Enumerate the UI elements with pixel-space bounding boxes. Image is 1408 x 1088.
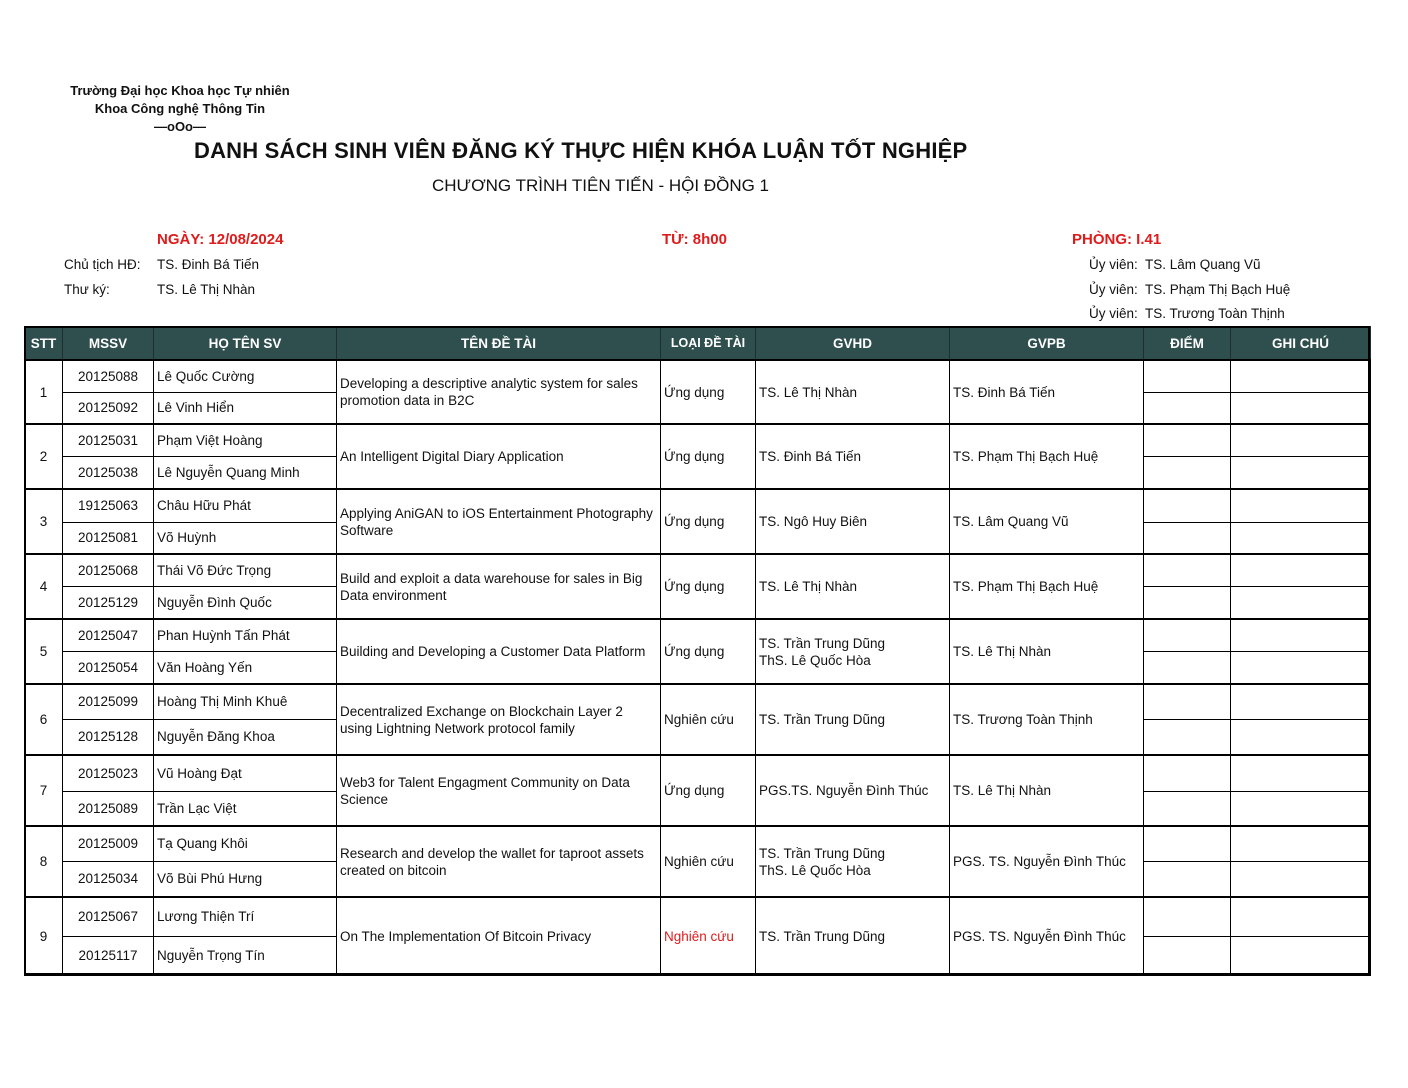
col-header-name: HỌ TÊN SV bbox=[154, 327, 337, 361]
mssv-cell: 20125081 bbox=[63, 522, 154, 554]
chair-name: TS. Đinh Bá Tiến bbox=[157, 257, 260, 272]
member-2: TS. Phạm Thị Bạch Huệ bbox=[1145, 282, 1291, 297]
gvhd-primary: TS. Trần Trung Dũng bbox=[759, 712, 886, 727]
student-name-cell: Nguyễn Đình Quốc bbox=[154, 586, 337, 619]
gvhd-primary: TS. Trần Trung Dũng bbox=[759, 928, 886, 944]
gvpb-cell: TS. Trương Toàn Thịnh bbox=[950, 684, 1144, 755]
score-cell bbox=[1144, 489, 1231, 522]
student-name-cell: Vũ Hoàng Đạt bbox=[154, 755, 337, 791]
gvhd-cell bbox=[756, 897, 950, 975]
table-row bbox=[25, 360, 1371, 392]
gvpb-cell: TS. Lâm Quang Vũ bbox=[950, 489, 1144, 554]
gvhd-cell bbox=[756, 755, 950, 826]
student-name-cell: Võ Huỳnh bbox=[154, 522, 337, 554]
mssv-cell: 20125068 bbox=[63, 554, 154, 586]
gvpb-cell: TS. Lê Thị Nhàn bbox=[950, 755, 1144, 826]
thesis-title-cell: Decentralized Exchange on Blockchain Layer 2 using Lightning Network protocol family bbox=[337, 684, 661, 755]
stt-cell: 6 bbox=[25, 684, 63, 755]
stt-cell: 2 bbox=[25, 424, 63, 489]
note-cell bbox=[1231, 719, 1371, 755]
gvpb-cell: PGS. TS. Nguyễn Đình Thúc bbox=[950, 826, 1144, 897]
thesis-type-cell: Ứng dụng bbox=[661, 554, 756, 619]
gvhd-cell bbox=[756, 826, 950, 897]
score-cell bbox=[1144, 586, 1231, 619]
mssv-cell: 20125054 bbox=[63, 651, 154, 684]
school-name: Trường Đại học Khoa học Tự nhiên bbox=[70, 83, 290, 98]
table-row bbox=[25, 554, 1371, 586]
col-header-title: TÊN ĐỀ TÀI bbox=[337, 327, 661, 361]
table-row bbox=[25, 424, 1371, 456]
col-header-gvpb: GVPB bbox=[950, 327, 1144, 361]
student-name-cell: Lê Nguyễn Quang Minh bbox=[154, 456, 337, 489]
note-cell bbox=[1231, 586, 1371, 619]
page-title: DANH SÁCH SINH VIÊN ĐĂNG KÝ THỰC HIỆN KHÓA LUẬN TỐT NGHIỆP bbox=[194, 138, 968, 163]
thesis-type-cell: Ứng dụng bbox=[661, 424, 756, 489]
gvpb-cell: TS. Phạm Thị Bạch Huệ bbox=[950, 424, 1144, 489]
mssv-cell: 20125088 bbox=[63, 360, 154, 392]
mssv-cell: 20125034 bbox=[63, 861, 154, 897]
thesis-title-cell: On The Implementation Of Bitcoin Privacy bbox=[337, 897, 661, 975]
thesis-title-cell: Building and Developing a Customer Data Platform bbox=[337, 619, 661, 684]
student-name-cell: Nguyễn Đăng Khoa bbox=[154, 719, 337, 755]
col-header-note: GHI CHÚ bbox=[1231, 327, 1371, 361]
gvhd-cell bbox=[756, 424, 950, 489]
member-1: TS. Lâm Quang Vũ bbox=[1145, 257, 1261, 272]
gvhd-primary: TS. Trần Trung Dũng bbox=[759, 845, 886, 861]
mssv-cell: 20125128 bbox=[63, 719, 154, 755]
mssv-cell: 20125009 bbox=[63, 826, 154, 861]
gvpb-cell: TS. Đinh Bá Tiến bbox=[950, 360, 1144, 424]
note-cell bbox=[1231, 936, 1371, 975]
thesis-title-cell: Applying AniGAN to iOS Entertainment Photography Software bbox=[337, 489, 661, 554]
score-cell bbox=[1144, 755, 1231, 791]
student-name-cell: Châu Hữu Phát bbox=[154, 489, 337, 522]
student-name-cell: Văn Hoàng Yến bbox=[154, 651, 337, 684]
chair-label: Chủ tịch HĐ: bbox=[64, 257, 141, 272]
gvhd-secondary: ThS. Lê Quốc Hòa bbox=[759, 652, 871, 668]
student-name-cell: Phan Huỳnh Tấn Phát bbox=[154, 619, 337, 651]
student-name-cell: Võ Bùi Phú Hưng bbox=[154, 861, 337, 897]
stt-cell: 4 bbox=[25, 554, 63, 619]
score-cell bbox=[1144, 791, 1231, 826]
col-header-mssv: MSSV bbox=[63, 327, 154, 361]
table-row bbox=[25, 897, 1371, 936]
score-cell bbox=[1144, 936, 1231, 975]
note-cell bbox=[1231, 651, 1371, 684]
col-header-stt: STT bbox=[25, 327, 63, 361]
member-label: Ủy viên: bbox=[1089, 282, 1138, 297]
table-header-row bbox=[25, 327, 1371, 361]
gvhd-cell bbox=[756, 489, 950, 554]
gvhd-cell bbox=[756, 360, 950, 424]
student-name-cell: Nguyễn Trọng Tín bbox=[154, 936, 337, 975]
note-cell bbox=[1231, 424, 1371, 456]
mssv-cell: 20125099 bbox=[63, 684, 154, 719]
note-cell bbox=[1231, 684, 1371, 719]
mssv-cell: 20125038 bbox=[63, 456, 154, 489]
score-cell bbox=[1144, 554, 1231, 586]
student-name-cell: Hoàng Thị Minh Khuê bbox=[154, 684, 337, 719]
score-cell bbox=[1144, 861, 1231, 897]
score-cell bbox=[1144, 651, 1231, 684]
note-cell bbox=[1231, 360, 1371, 392]
school-header bbox=[50, 82, 310, 136]
secretary-name: TS. Lê Thị Nhàn bbox=[157, 282, 256, 297]
score-cell bbox=[1144, 522, 1231, 554]
table-row bbox=[25, 755, 1371, 791]
thesis-title-cell: Web3 for Talent Engagment Community on Data Science bbox=[337, 755, 661, 826]
thesis-title-cell: Build and exploit a data warehouse for sales in Big Data environment bbox=[337, 554, 661, 619]
thesis-type-cell: Ứng dụng bbox=[661, 360, 756, 424]
thesis-title-cell: Research and develop the wallet for taproot assets created on bitcoin bbox=[337, 826, 661, 897]
note-cell bbox=[1231, 861, 1371, 897]
table-row bbox=[25, 619, 1371, 651]
mssv-cell: 20125117 bbox=[63, 936, 154, 975]
score-cell bbox=[1144, 392, 1231, 424]
table-row bbox=[25, 489, 1371, 522]
score-cell bbox=[1144, 719, 1231, 755]
note-cell bbox=[1231, 456, 1371, 489]
score-cell bbox=[1144, 424, 1231, 456]
col-header-score: ĐIỂM bbox=[1144, 327, 1231, 361]
mssv-cell: 20125092 bbox=[63, 392, 154, 424]
thesis-title-cell: An Intelligent Digital Diary Application bbox=[337, 424, 661, 489]
note-cell bbox=[1231, 522, 1371, 554]
score-cell bbox=[1144, 360, 1231, 392]
thesis-type-cell: Nghiên cứu bbox=[661, 826, 756, 897]
member-label: Ủy viên: bbox=[1089, 306, 1138, 321]
table-body bbox=[25, 360, 1371, 975]
member-label: Ủy viên: bbox=[1089, 257, 1138, 272]
gvhd-cell bbox=[756, 684, 950, 755]
score-cell bbox=[1144, 826, 1231, 861]
mssv-cell: 20125129 bbox=[63, 586, 154, 619]
student-name-cell: Lê Quốc Cường bbox=[154, 360, 337, 392]
mssv-cell: 19125063 bbox=[63, 489, 154, 522]
mssv-cell: 20125031 bbox=[63, 424, 154, 456]
secretary-label: Thư ký: bbox=[64, 282, 110, 297]
gvhd-secondary: ThS. Lê Quốc Hòa bbox=[759, 862, 871, 878]
gvhd-primary: TS. Ngô Huy Biên bbox=[759, 514, 868, 529]
mssv-cell: 20125023 bbox=[63, 755, 154, 791]
table-row bbox=[25, 684, 1371, 719]
faculty-name: Khoa Công nghệ Thông Tin bbox=[94, 101, 266, 116]
school-ornament: —oOo— bbox=[154, 119, 206, 134]
stt-cell: 7 bbox=[25, 755, 63, 826]
student-name-cell: Trần Lạc Việt bbox=[154, 791, 337, 826]
gvhd-primary: TS. Đinh Bá Tiến bbox=[759, 449, 862, 464]
note-cell bbox=[1231, 897, 1371, 936]
note-cell bbox=[1231, 489, 1371, 522]
note-cell bbox=[1231, 554, 1371, 586]
gvhd-primary: TS. Lê Thị Nhàn bbox=[759, 384, 858, 400]
session-time: TỪ: 8h00 bbox=[662, 231, 727, 248]
stt-cell: 3 bbox=[25, 489, 63, 554]
gvhd-cell bbox=[756, 554, 950, 619]
gvpb-cell: TS. Lê Thị Nhàn bbox=[950, 619, 1144, 684]
gvhd-primary: TS. Lê Thị Nhàn bbox=[759, 579, 858, 594]
student-name-cell: Tạ Quang Khôi bbox=[154, 826, 337, 861]
student-name-cell: Lương Thiện Trí bbox=[154, 897, 337, 936]
thesis-table bbox=[24, 326, 1371, 976]
member-3: TS. Trương Toàn Thịnh bbox=[1145, 306, 1285, 321]
stt-cell: 1 bbox=[25, 360, 63, 424]
col-header-gvhd: GVHD bbox=[756, 327, 950, 361]
thesis-type-cell: Nghiên cứu bbox=[661, 684, 756, 755]
col-header-type: LOẠI ĐỀ TÀI bbox=[661, 327, 756, 361]
thesis-title-cell: Developing a descriptive analytic system for sales promotion data in B2C bbox=[337, 360, 661, 424]
mssv-cell: 20125067 bbox=[63, 897, 154, 936]
thesis-type-cell: Ứng dụng bbox=[661, 619, 756, 684]
note-cell bbox=[1231, 619, 1371, 651]
table-row bbox=[25, 826, 1371, 861]
gvhd-cell bbox=[756, 619, 950, 684]
student-name-cell: Phạm Việt Hoàng bbox=[154, 424, 337, 456]
thesis-type-cell: Ứng dụng bbox=[661, 489, 756, 554]
note-cell bbox=[1231, 755, 1371, 791]
stt-cell: 9 bbox=[25, 897, 63, 975]
gvpb-cell: PGS. TS. Nguyễn Đình Thúc bbox=[950, 897, 1144, 975]
note-cell bbox=[1231, 826, 1371, 861]
gvhd-primary: PGS.TS. Nguyễn Đình Thúc bbox=[759, 783, 929, 798]
thesis-type-cell: Ứng dụng bbox=[661, 755, 756, 826]
note-cell bbox=[1231, 392, 1371, 424]
stt-cell: 8 bbox=[25, 826, 63, 897]
gvpb-cell: TS. Phạm Thị Bạch Huệ bbox=[950, 554, 1144, 619]
session-date: NGÀY: 12/08/2024 bbox=[157, 231, 284, 248]
score-cell bbox=[1144, 684, 1231, 719]
score-cell bbox=[1144, 897, 1231, 936]
stt-cell: 5 bbox=[25, 619, 63, 684]
page-subtitle: CHƯƠNG TRÌNH TIÊN TIẾN - HỘI ĐỒNG 1 bbox=[432, 176, 770, 195]
gvhd-primary: TS. Trần Trung Dũng bbox=[759, 635, 886, 651]
mssv-cell: 20125089 bbox=[63, 791, 154, 826]
note-cell bbox=[1231, 791, 1371, 826]
thesis-type-cell: Nghiên cứu bbox=[661, 897, 756, 975]
session-room: PHÒNG: I.41 bbox=[1072, 231, 1162, 248]
student-name-cell: Lê Vinh Hiển bbox=[154, 392, 337, 424]
score-cell bbox=[1144, 619, 1231, 651]
student-name-cell: Thái Võ Đức Trọng bbox=[154, 554, 337, 586]
mssv-cell: 20125047 bbox=[63, 619, 154, 651]
score-cell bbox=[1144, 456, 1231, 489]
